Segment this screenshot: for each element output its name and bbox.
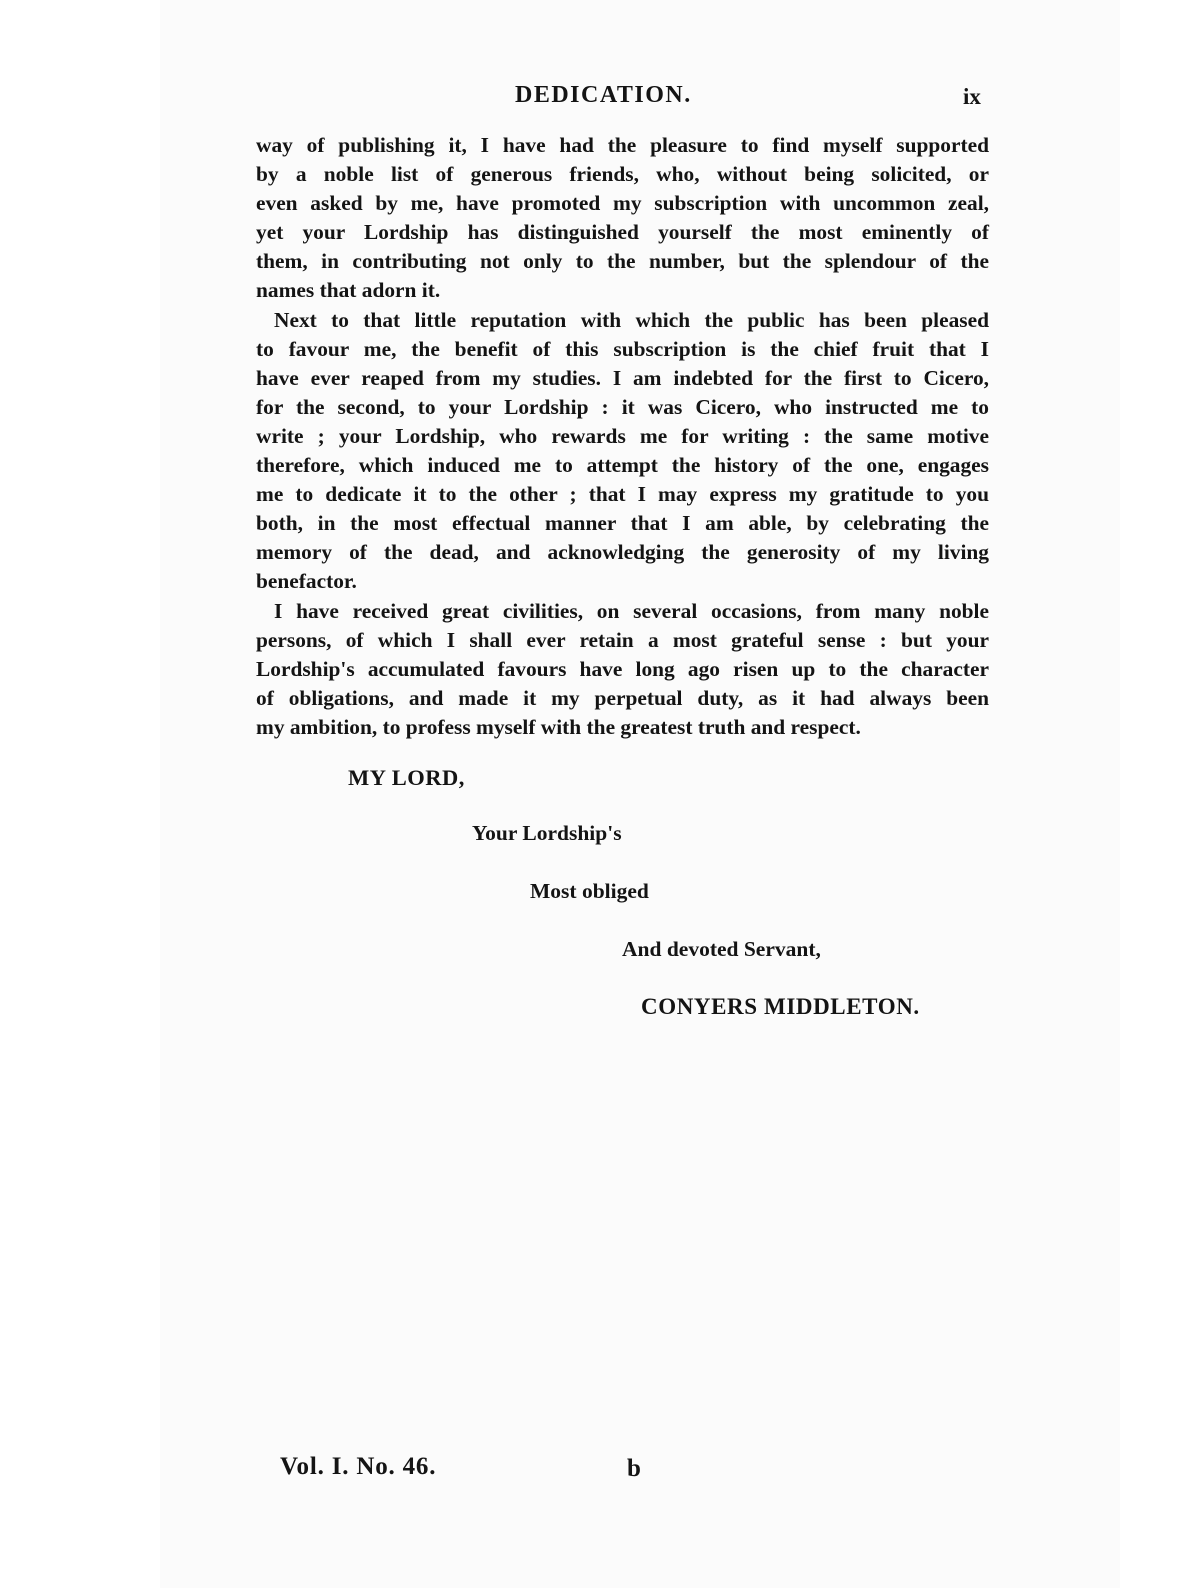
author-signature: CONYERS MIDDLETON. <box>641 994 920 1019</box>
volume-number: Vol. I. No. 46. <box>280 1453 437 1480</box>
closing-line-3: And devoted Servant, <box>622 937 821 961</box>
text-line: persons, of which I shall ever retain a most grateful sense : but your <box>256 627 989 652</box>
text-line: memory of the dead, and acknowledging the generosity of my living <box>256 540 989 565</box>
text-line: write ; your Lordship, who rewards me for writing : the same motive <box>256 423 989 448</box>
text-line: even asked by me, have promoted my subscription with uncommon zeal, <box>256 191 989 216</box>
text-line: Next to that little reputation with which the public has been pleased <box>274 307 989 332</box>
text-line: them, in contributing not only to the number, but the splendour of the <box>256 249 989 274</box>
paragraph-3 <box>256 597 989 742</box>
text-line: both, in the most effectual manner that I am able, by celebrating the <box>256 511 989 536</box>
text-line: yet your Lordship has distinguished yourself the most eminently of <box>256 220 989 245</box>
running-head: DEDICATION. <box>515 82 692 108</box>
text-line: way of publishing it, I have had the pleasure to find myself supported <box>256 133 989 157</box>
paragraph-2 <box>256 306 989 597</box>
text-line: of obligations, and made it my perpetual duty, as it had always been <box>256 685 989 710</box>
text-line: benefactor. <box>256 569 357 594</box>
text-line: names that adorn it. <box>256 278 441 303</box>
text-line: I have received great civilities, on several occasions, from many noble <box>274 598 989 623</box>
text-line: to favour me, the benefit of this subscription is the chief fruit that I <box>256 336 989 361</box>
dedication-body <box>256 131 989 742</box>
paragraph-1 <box>256 131 989 306</box>
text-line: have ever reaped from my studies. I am indebted for the first to Cicero, <box>256 365 989 390</box>
text-line: me to dedicate it to the other ; that I may express my gratitude to you <box>256 482 989 507</box>
text-line: by a noble list of generous friends, who, without being solicited, or <box>256 162 989 187</box>
text-line: for the second, to your Lordship : it was Cicero, who instructed me to <box>256 394 989 419</box>
signature-mark: b <box>627 1455 641 1482</box>
closing-line-1: Your Lordship's <box>472 821 622 845</box>
closing-line-2: Most obliged <box>530 879 649 903</box>
salutation: MY LORD, <box>348 765 465 790</box>
text-line: my ambition, to profess myself with the greatest truth and respect. <box>256 714 861 739</box>
text-line: therefore, which induced me to attempt the history of the one, engages <box>256 453 989 478</box>
page-number: ix <box>963 84 981 109</box>
text-line: Lordship's accumulated favours have long ago risen up to the character <box>256 656 989 681</box>
